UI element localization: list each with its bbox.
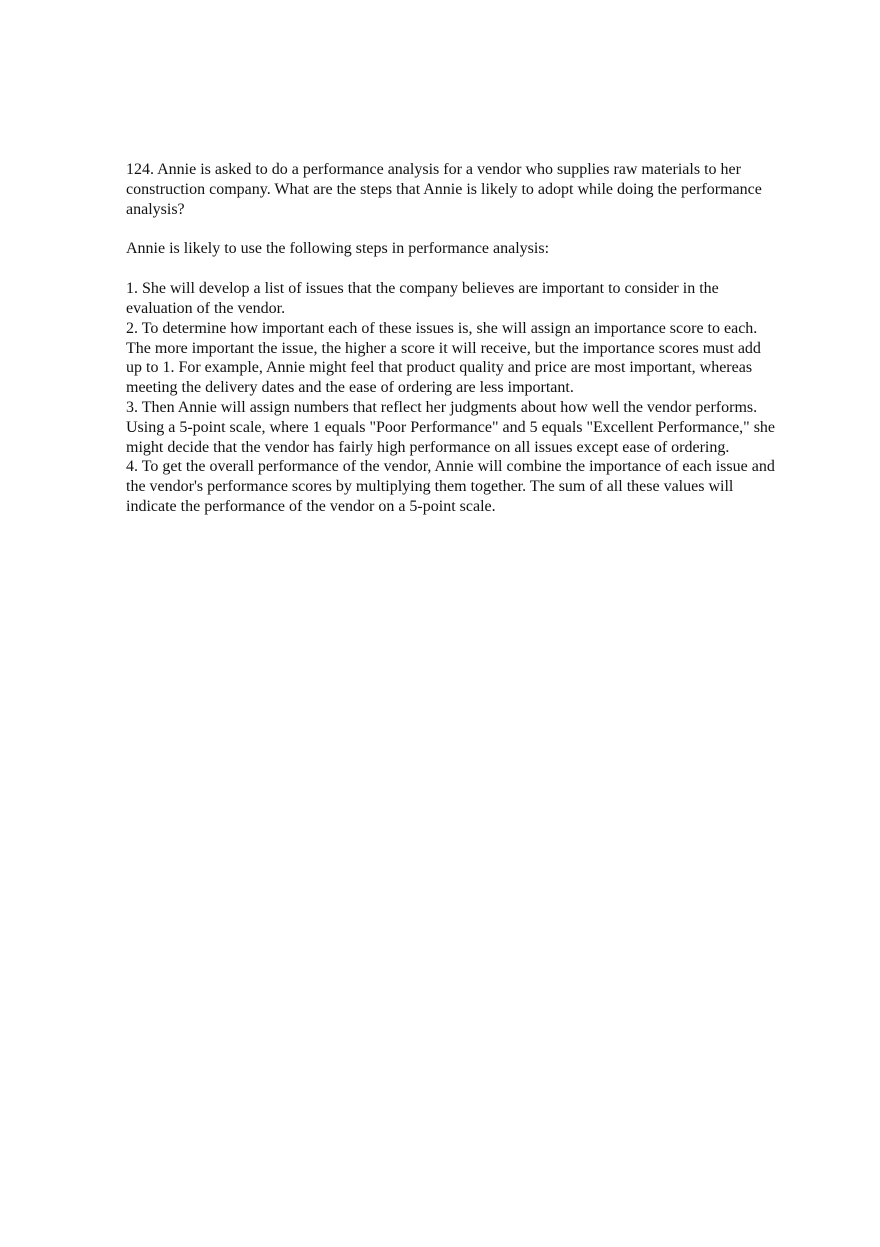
step-2: 2. To determine how important each of these issues is, she will assign an importance score to each. The more important the issue, the higher a score it will receive, but the importance scores must add up to 1. For example, Annie might feel that product quality and price are most important, whereas meeting the delivery dates and the ease of ordering are less important. [126, 319, 761, 397]
paragraph-gap [126, 259, 776, 279]
document-body [126, 160, 776, 517]
question-text: 124. Annie is asked to do a performance analysis for a vendor who supplies raw materials to her construction company. What are the steps that Annie is likely to adopt while doing the performance analysis? [126, 161, 762, 218]
step-4: 4. To get the overall performance of the vendor, Annie will combine the importance of each issue and the vendor's performance scores by multiplying them together. The sum of all these values will indicate the performance of the vendor on a 5-point scale. [126, 458, 775, 515]
intro-text: Annie is likely to use the following steps in performance analysis: [126, 240, 550, 258]
paragraph-gap [126, 219, 776, 239]
step-3: 3. Then Annie will assign numbers that reflect her judgments about how well the vendor performs. Using a 5-point scale, where 1 equals "Poor Performance" and 5 equals "Excellent Performance," she might decide that the vendor has fairly high performance on all issues except ease of ordering. [126, 398, 776, 456]
step-1: 1. She will develop a list of issues that the company believes are important to consider in the evaluation of the vendor. [126, 280, 719, 317]
